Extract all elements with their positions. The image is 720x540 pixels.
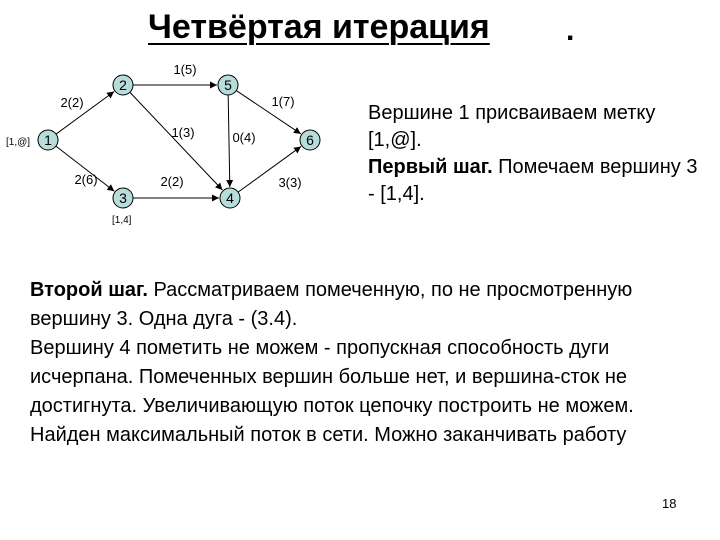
- node-label-4: 4: [226, 190, 234, 206]
- node-label-5: 5: [224, 77, 232, 93]
- node-1: [6, 130, 58, 150]
- edge-label-5-6: 1(7): [271, 94, 295, 109]
- node-label-6: 6: [306, 132, 314, 148]
- node-4: [220, 188, 240, 208]
- bottom-explanation: [30, 276, 710, 450]
- edge-label-3-4: 2(2): [160, 174, 184, 189]
- node-mark-1: [1,@]: [6, 137, 31, 148]
- node-6: [300, 130, 320, 150]
- right-text-step: [368, 154, 708, 208]
- second-step-label: Второй шаг.: [30, 279, 148, 301]
- node-2: [113, 75, 133, 95]
- node-label-1: 1: [44, 132, 52, 148]
- slide-number: 18: [662, 496, 677, 511]
- edge-label-1-2: 2(2): [60, 95, 84, 110]
- node-mark-3: [1,4]: [112, 215, 132, 226]
- right-text-line1: Вершине 1 присваиваем метку [1,@].: [368, 102, 656, 151]
- node-label-3: 3: [119, 190, 127, 206]
- edge-label-2-5: 1(5): [173, 62, 197, 77]
- bottom-text-p3: Найден максимальный поток в сети. Можно заканчивать работу: [30, 424, 627, 446]
- edge-label-2-4: 1(3): [171, 125, 195, 140]
- edge-label-4-6: 3(3): [278, 175, 302, 190]
- first-step-label: Первый шаг.: [368, 156, 493, 178]
- second-step-text: Рассматриваем помеченную, по не просмотренную вершину 3. Одна дуга - (3.4).: [30, 279, 633, 330]
- first-step-text: Помечаем вершину 3 - [1,4].: [368, 156, 698, 205]
- node-5: [218, 75, 238, 95]
- node-label-2: 2: [119, 77, 127, 93]
- bottom-text-p2: Вершину 4 пометить не можем - пропускная способность дуги исчерпана. Помеченных вершин больше нет, и вершина-сток не достигнута. Увеличивающую поток цепочку построить не можем.: [30, 337, 634, 417]
- bottom-text-step: [30, 276, 710, 334]
- right-explanation: [368, 100, 708, 208]
- title-dot: .: [566, 14, 575, 47]
- edge-5-4: [228, 95, 230, 187]
- network-graph: [0, 55, 340, 235]
- node-3: [112, 188, 133, 226]
- edge-label-1-3: 2(6): [74, 172, 98, 187]
- edge-label-5-4: 0(4): [232, 130, 256, 145]
- slide-title: Четвёртая итерация: [148, 8, 490, 46]
